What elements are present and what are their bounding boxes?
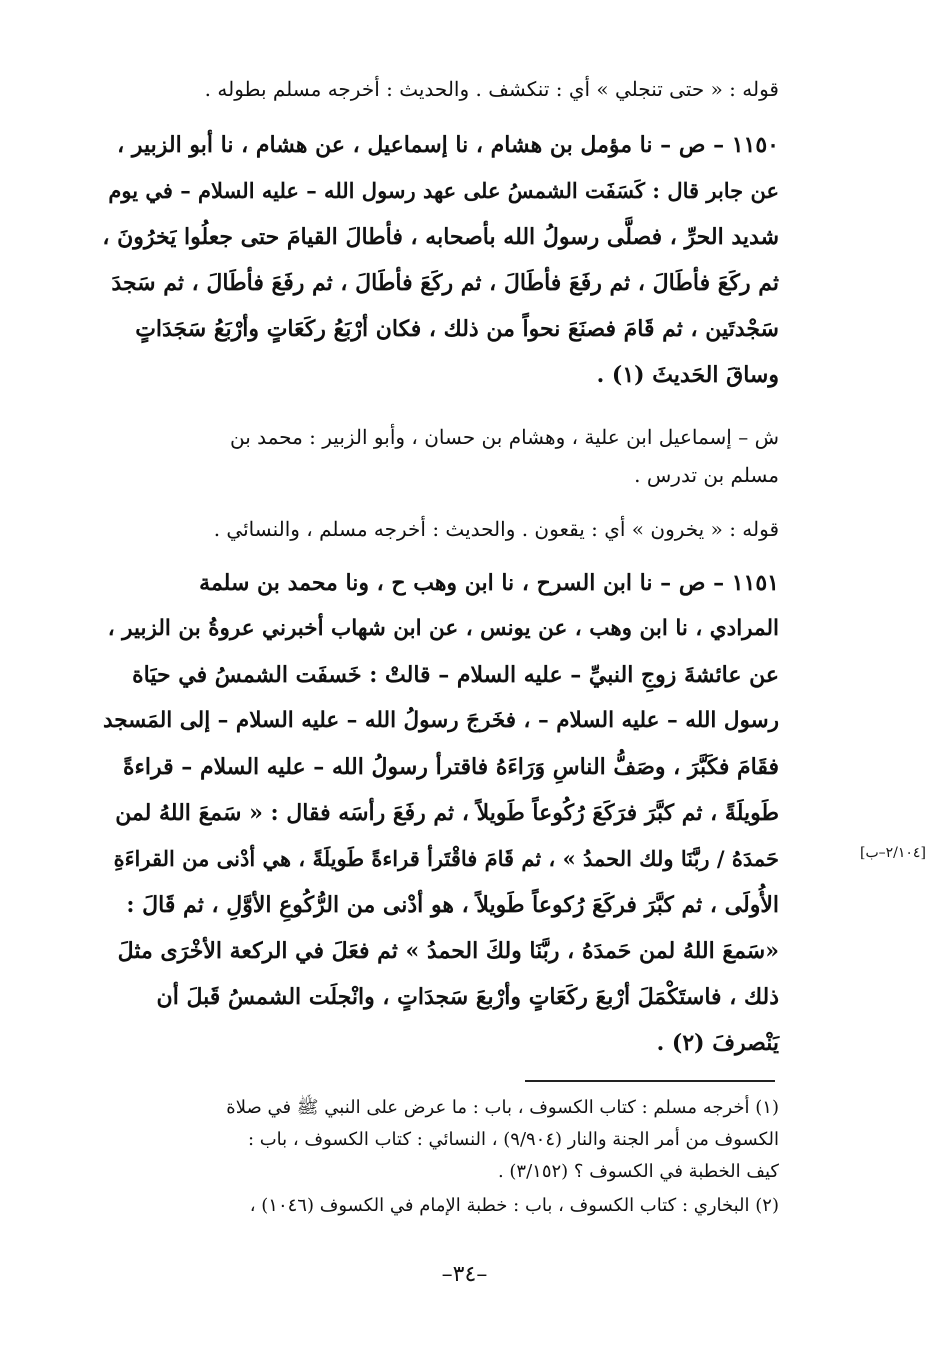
text-line: عن جابر قال : كَسَفَت الشمسُ على عهد رسول الله – عليه السلام – في يوم <box>108 178 779 203</box>
text-line: شديد الحرِّ ، فصلَّى رسولُ الله بأصحابه ، فأطالَ القيامَ حتى جعلُوا يَخرُونَ ، <box>102 224 779 250</box>
text-line: ١١٥١ – ص – نا ابن السرح ، نا ابن وهب ح ، ونا محمد بن سلمة <box>199 570 779 596</box>
text-line: مسلم بن تدرس . <box>634 463 779 487</box>
sharh-1150 <box>99 418 779 494</box>
text-line: ١١٥٠ – ص – نا مؤمل بن هشام ، نا إسماعيل ، عن هشام ، نا أبو الزبير ، <box>117 132 779 158</box>
text-line: قوله : « يخرون » أي : يقعون . والحديث : أخرجه مسلم ، والنسائي . <box>213 517 779 541</box>
footnote-separator <box>525 1080 775 1082</box>
footnote-line: كيف الخطبة في الكسوف ؟ (٣/١٥٢) . <box>497 1161 779 1182</box>
hadith-1151 <box>99 560 779 1066</box>
text-line: حَمدَهُ / ربَّنَا ولك الحمدُ » ، ثم قَامَ فاقْتَرأ قراءةً طَويلَةً ، هي أدْنى من القراءَةِ <box>113 846 779 871</box>
text-line: فقَامَ فكَبَّرَ ، وصَفُّ الناسِ وَرَاءَهُ فاقترأ رسولُ الله – عليه السلام – قراءةً <box>122 754 779 780</box>
manuscript-folio-note: [٢/١٠٤–ب] <box>860 845 926 861</box>
text-line: وساقَ الحَديثَ (١) . <box>596 362 779 388</box>
footnote-line: الكسوف من أمر الجنة والنار (٩/٩٠٤) ، النسائي : كتاب الكسوف ، باب : <box>247 1129 779 1150</box>
footnote-line: (٢) البخاري : كتاب الكسوف ، باب : خطبة الإمام في الكسوف (١٠٤٦) ، <box>249 1195 779 1216</box>
note-1149 <box>99 70 779 108</box>
text-line: عن عائشةَ زوجِ النبيِّ – عليه السلام – قالتْ : خَسفَت الشمسُ في حيَاة <box>132 662 779 688</box>
text-line: قوله : « حتى تنجلي » أي : تنكشف . والحديث : أخرجه مسلم بطوله . <box>204 77 779 101</box>
hadith-1150 <box>99 122 779 398</box>
text-line: الأُولَى ، ثم كبَّرَ فركَعَ رُكوعاً طَويلاً ، هو أدْنى من الرُّكُوعِ الأوَّلِ ، ثم قَالَ : <box>126 892 779 918</box>
footnote-line: (١) أخرجه مسلم : كتاب الكسوف ، باب : ما عرض على النبي ﷺ في صلاة <box>226 1097 779 1118</box>
text-line: ثم ركَعَ فأطَالَ ، ثم رفَعَ فأطَالَ ، ثم ركَعَ فأطَالَ ، ثم رفَعَ فأطَالَ ، ثم سَجدَ <box>111 270 779 296</box>
text-line: «سَمعَ اللهُ لمن حَمدَهُ ، ربَّنَا ولكَ الحمدُ » ثم فعَلَ في الركعة الأخْرَى مثلَ <box>117 938 779 964</box>
text-line: طَويلَةً ، ثم كبَّرَ فرَكَعَ رُكُوعاً طَويلاً ، ثم رفَعَ رأسَه فقال : « سَمعَ اللهُ لمن <box>115 800 779 826</box>
note-1150 <box>99 510 779 548</box>
text-line: رسول الله – عليه السلام – ، فخَرجَ رسولُ الله – عليه السلام – إلى المَسجد <box>102 708 779 733</box>
text-line: يَنْصرفَ (٢) . <box>656 1030 779 1056</box>
footnote-2 <box>99 1190 779 1222</box>
text-line: ش – إسماعيل ابن علية ، وهشام بن حسان ، وأبو الزبير : محمد بن <box>229 425 779 449</box>
text-line: ذلك ، فاستَكْمَلَ أرْبعَ ركَعَاتٍ وأرْبعَ سَجدَاتٍ ، وانْجلَت الشمسُ قَبلَ أن <box>156 984 779 1010</box>
page-number: –٣٤– <box>441 1262 488 1287</box>
text-line: المرادي ، نا ابن وهب ، عن يونس ، عن ابن شهاب أخبرني عروةُ بن الزبير ، <box>107 616 779 641</box>
text-line: سَجْدتَين ، ثم قَامَ فصنَعَ نحواً من ذلك ، فكان أرْبَعُ ركَعَاتٍ وأرْبَعُ سَجَدَاتٍ <box>135 316 779 342</box>
footnote-1 <box>99 1092 779 1188</box>
